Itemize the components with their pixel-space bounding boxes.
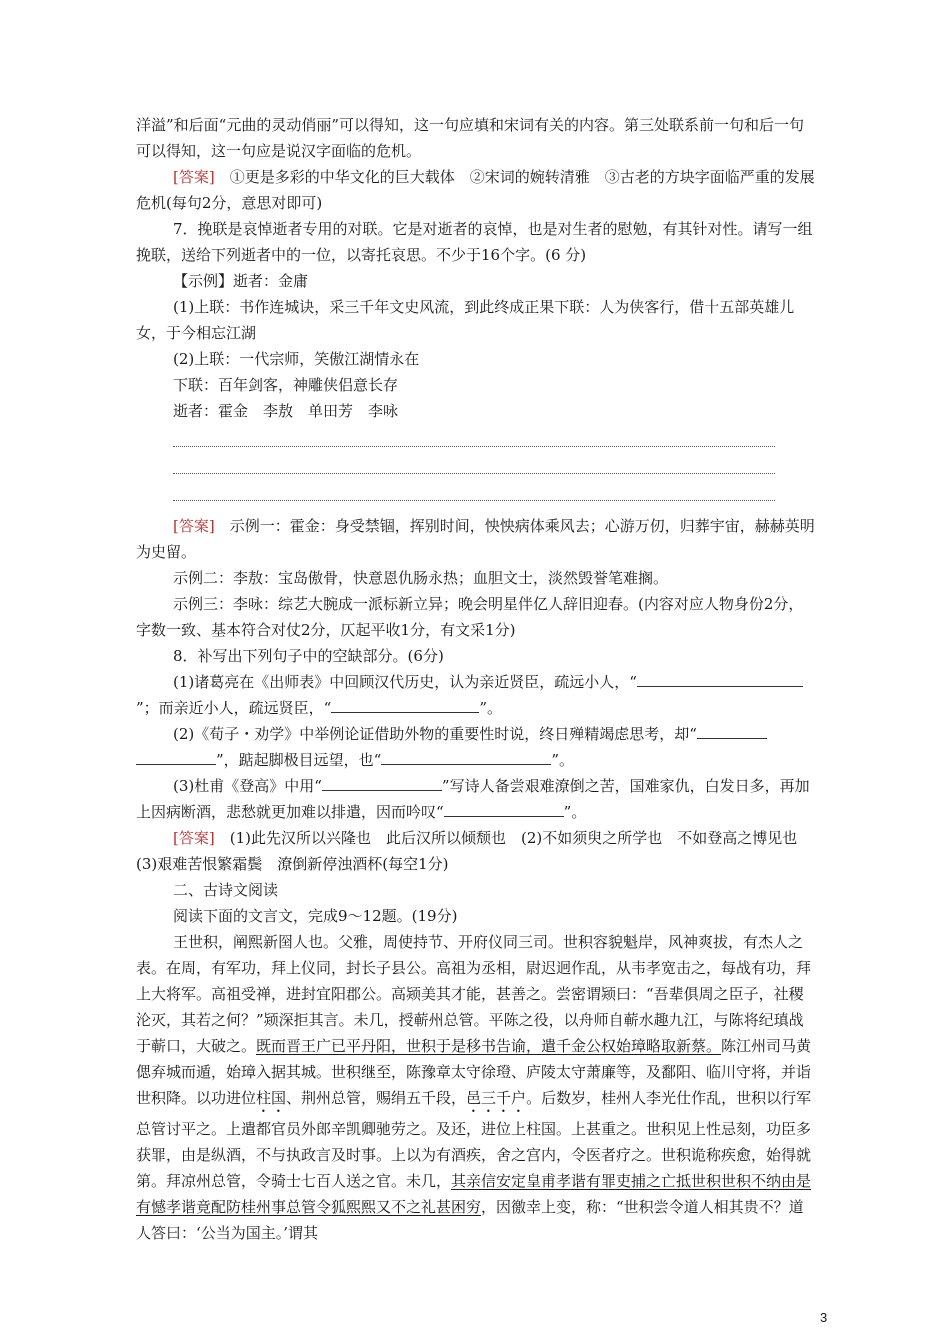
answer-q6 [136,164,816,216]
writing-line [173,459,775,474]
answer-tag: [答案] [173,168,215,186]
q7-example-2-upper: (2)上联：一代宗师，笑傲江湖情永在 [173,350,420,368]
answer-text: 示例一：霍金：身受禁锢，挥别时间，怏怏病体乘风去；心游万仞，归葬宇宙，赫赫英明为史留。 [136,517,815,561]
fill-blank [381,749,551,765]
answer-tag: [答案] [173,517,215,535]
fill-blank [331,697,479,713]
writing-line [173,432,775,447]
q8-item-1: (1)诸葛亮在《出师表》中回顾汉代历史，认为亲近贤臣，疏远小人，“”；而亲近小人，疏远贤臣，“ ”。 [136,669,816,721]
answer-tag: [答案] [173,829,215,847]
fill-blank [697,723,767,739]
fill-blank [444,801,564,817]
underlined-sentence: 其亲信安定皇甫孝谐有罪吏捕之亡抵世积世积不纳由是有憾孝谐竟配防桂州事总管令狐熙熙又不之礼甚困穷 [136,1172,812,1216]
section-intro: 阅读下面的文言文，完成9～12题。(19分) [173,907,458,925]
question-7: 7．挽联是哀悼逝者专用的对联。它是对逝者的哀悼，也是对生者的慰勉，有其针对性。请写一组挽联，送给下列逝者中的一位，以寄托哀思。不少于16个字。(6 分) [136,220,813,264]
fill-blank [795,671,803,687]
q8-item-2: (2)《荀子・劝学》中举例论证借助外物的重要性时说，终日殚精竭虑思考，却“”，踮起脚极目远望，也“ ”。 [136,721,816,773]
answer-q7-example-2: 示例二：李敖：宝岛傲骨，快意恩仇肠永热；血胆文士，淡然毁誉笔难搁。 [173,569,669,587]
q7-example-title: 【示例】逝者：金庸 [173,272,309,290]
dotted-term: 邑三千户 [466,1089,527,1107]
page-number: 3 [820,1310,828,1325]
document-body [136,112,816,1246]
q7-example-2-lower: 下联：百年剑客，神雕侠侣意长存 [173,376,399,394]
q8-item-3: (3)杜甫《登高》中用“ ”写诗人备尝艰难潦倒之苦，国难家仇，白发日多，再加上因病断酒，悲愁就更加难以排遣，因而吟叹“ ”。 [136,777,810,821]
section-heading: 二、古诗文阅读 [173,881,279,899]
question-8: 8．补写出下列句子中的空缺部分。(6分) [173,647,444,665]
q7-example-1: (1)上联：书作连城诀，采三千年文史风流，到此终成正果下联：人为侠客行，借十五部英雄儿女，于今相忘江湖 [136,298,795,342]
answer-writing-lines [136,432,816,501]
answer-q8 [136,825,816,877]
underlined-sentence: 既而晋王广已平丹阳，世积于是移书告谕，遣千金公权始璋略取新蔡。 [256,1037,722,1055]
writing-line [173,486,775,501]
answer-text: ①更是多彩的中华文化的巨大载体 ②宋词的婉转清雅 ③古老的方块字面临严重的发展危机(每句2分，意思对即可) [136,168,815,212]
fill-blank [136,749,216,765]
paragraph-analysis-tail: 洋溢”和后面“元曲的灵动俏丽”可以得知，这一句应填和宋词有关的内容。第三处联系前一句和后一句可以得知，这一句应是说汉字面临的危机。 [136,116,805,160]
answer-q7 [136,513,816,565]
answer-q7-example-3: 示例三：李咏：综艺大腕成一派标新立异；晚会明星伴亿人辞旧迎春。(内容对应人物身份2分，字数一致、基本符合对仗2分，仄起平收1分，有文采1分) [136,595,804,639]
q7-names: 逝者：霍金 李敖 单田芳 李咏 [173,402,399,420]
dotted-term: 柱国 [256,1089,287,1107]
answer-text: (1)此先汉所以兴隆也 此后汉所以倾颓也 (2)不如须臾之所学也 不如登高之博见也 (3)艰难苦恨繁霜鬓 潦倒新停浊酒杯(每空1分) [136,829,813,873]
fill-blank [637,671,795,687]
fill-blank [322,775,442,791]
classical-passage: 王世积，阐熙新囶人也。父雅，周使持节、开府仪同三司。世积容貌魁岸，风神爽拔，有杰人之表。在周，有军功，拜上仪同，封长子县公。高祖为丞相，尉迟迥作乱，从韦孝宽击之，每战有功，拜上大将军。高祖受禅，进封宜阳郡公。高颎美其才能，甚善之。尝密谓颎曰：“吾辈俱周之臣子，社稷沦灭，其若之何？”颎深拒其言。未几，授蕲州总管。平陈之役，以舟师自蕲水趣九江，与陈将纪瑱战于蕲口，大破之。既而晋王广已平丹阳，世积于是移书告谕，遣千金公权始璋略取新蔡。陈江州司马黄偲弃城而遁，始璋入据其城。世积继至，陈豫章太守徐璒、庐陵太守萧廉等，及鄱阳、临川守将，并诣世积降。以功进位柱国、荆州总管，赐绢五千段，邑三千户。后数岁，桂州人李光仕作乱，世积以行军总管讨平之。上遣都官员外郎辛凯卿驰劳之。及还，进位上柱国。上甚重之。世积见上性忌刻，功臣多获罪，由是纵酒，不与执政言及时事。上以为有酒疾，舍之宫内，令医者疗之。世积诡称疾愈，始得就第。拜凉州总管，令骑士七百人送之官。未几，其亲信安定皇甫孝谐有罪吏捕之亡抵世积世积不纳由是有憾孝谐竟配防桂州事总管令狐熙熙又不之礼甚困穷，因徼幸上变，称：“世积尝令道人相其贵不？道人答曰：‘公当为国主。’谓其 [136,933,812,1242]
